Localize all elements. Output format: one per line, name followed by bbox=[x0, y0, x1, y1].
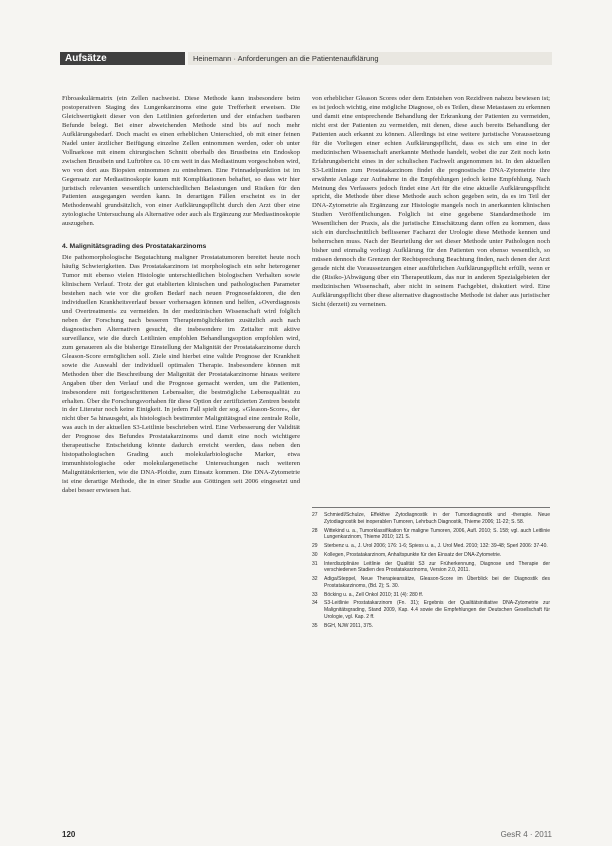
footnote bbox=[312, 592, 550, 599]
footnote bbox=[312, 528, 550, 542]
footnote-number: 33 bbox=[312, 591, 318, 598]
footnote-text: Kollegen, Prostatakarzinom, Anhaltspunkte für den Einsatz der DNA-Zytometrie. bbox=[324, 551, 502, 558]
footnote-number: 35 bbox=[312, 622, 318, 629]
footnote-text: S3-Leitlinie Prostatakarzinom (Fn. 31); Ergebnis der Qualitätsinitiative DNA-Zytometrie zur Malignitätsgrading, Stand 2009, Kap. 4.4 sowie die Empfehlungen der Deutschen Gesellschaft für Urologie, vgl. Kap. 2 ff. bbox=[324, 600, 550, 620]
section-heading: 4. Malignitätsgrading des Prostatakarzinoms bbox=[62, 243, 207, 251]
footnote-number: 30 bbox=[312, 551, 318, 558]
page-number: 120 bbox=[62, 830, 76, 839]
footnote-text: Interdisziplinäre Leitlinie der Qualität S3 zur Früherkennung, Diagnose und Therapie der verschiedenen Stadien des Prostatakarzinoms, Version 2.0, 2011. bbox=[324, 560, 550, 574]
footnote-text: Wittekind u. a., Tumorklassifikation für maligne Tumoren, 2006, Aufl. 2010; S. 158; vgl. auch Leitlinie Lungenkarzinom, Thieme 2010; 121 S. bbox=[324, 527, 550, 541]
footnotes bbox=[312, 507, 550, 631]
right-column bbox=[312, 95, 550, 310]
footnote-text: Schmiedl/Schulze, Effektive Zytodiagnostik in der Tumordiagnostik und -therapie. Neue Zytodiagnostik bei inoperablen Tumoren, Lehrbuch Diagnostik, Thieme 2006; 11-22; S. 58. bbox=[324, 512, 550, 525]
body-paragraph: Fibroaskulärmatrix (ein Zellen nachweist. Diese Methode kann insbesondere beim postoperativen Staging des Lungenkarzinoms eine gute Trefferheit erweisen. Die Gleichwertigkeit dieser von den Leitlinien geforderten und der einfachen tastbaren Befunde belegt. Bei einer abweichenden Methode sind bis auf noch mehr Aufklärungsbedarf. Doch macht es einen erheblichen Unterschied, ob mit einer feinen Nadel unter ärztlicher Beifügung einzelne Zellen entnommen werden, oder ob unter Vollnarkose mit einem chirurgischen Schnitt oberhalb des Brustbeins ein Endoskop zwischen Brustbein und Luftröhre ca. 10 cm weit in das Mediastinum vorgeschoben wird, wo von dort aus Biopsien entnommen zu entnehmen. Eine Feinnadelpunktion ist im Gegensatz zur Mediastinoskopie kaum mit Komplikationen behaftet, so dass wir hier juristisch relevanten wesentlich unterschiedlichen Belastungen und Risiken für den Patienten ausgegangen werden kann. In derartigen Fällen erscheint es in der Methodenwahl grundsätzlich, von einer Aufklärungspflicht durch den Arzt über eine zytologische Untersuchung als Alternative oder auch als Ergänzung zur Mediastinoskopie auszugehen. bbox=[62, 95, 300, 228]
footnote bbox=[312, 623, 550, 630]
issue-reference: GesR 4 · 2011 bbox=[500, 830, 552, 839]
running-title: Heinemann · Anforderungen an die Patientenaufklärung bbox=[188, 52, 552, 65]
body-paragraph: Die pathomorphologische Begutachtung maligner Prostatatumoren bereitet heute noch häufig Schwierigkeiten. Das Prostatakarzinom ist morphologisch ein sehr heterogener Tumor mit ebenso vielen Histologie unterschiedlichen biologischen Verhalten sowie klinischem Verlauf. Trotz der gut etablierten klinischen und pathologischen Parameter bestehen nach wie vor die großen Bedarf nach neuen Prognosefaktoren, die den individuellen Krankheitsverlauf besser vorhersagen können und helfen, »Overdiagnosis und Overtreatment« zu vermeiden. In der medizinischen Wissenschaft wird folglich neben der Forschung nach besseren Therapiemöglichkeiten zusätzlich auch nach diagnostischen Alternativen gesucht, die insbesondere im Zeitalter mit aktive surveillance, wie die durch Leitlinien empfohlen Behandlungsoption empfohlen wird, zum genaueren als die bisherige Einstellung der Malignität der Prostatakarzinome durch Gleason-Score ermöglichen soll. Ziele sind hierbei eine valide Prognose der Krankheit sowie die Auswahl der individuell optimalen Therapie. Insbesondere können mit Methoden über die Beschreibung der Malignität der Prostatakarzinome hinaus weitere Angaben über den Verlauf und die Prognose gemacht werden, um die Patienten, insbesondere mit fortgeschrittenen Lebensalter, die bestmögliche Lebensqualität zu erhalten. Über die Forschungsvorhaben für diese Option der zertifizierten Zentren besteht in der Literatur noch keine Einigkeit. In jedem Fall spielt der sog. »Gleason-Score«, der nicht über 5a hinausgeht, als histologisch bestimmter Malignitätsgrad eine zentrale Rolle, was auch in der aktuellen S3-Leitlinie beschrieben wird. Eine Verbesserung der Validität der Prognose des Befundes Prostatakarzinoms und damit eine noch wichtigere therapeutische Entscheidung könnte dadurch erreicht werden, dass neben den histopathologischen Grading auch molekularbiologische Marker, etwa immunhistologische oder molekulargenetische Untersuchungen nach weiteren Malignitätskriterien, wie die DNA-Ploidie, zum Einsatz kommen. Die DNA-Zytometrie ist eine derartige Methode, die in einer Studie aus Göttingen seit 2006 eingesetzt und dabei besser erwiesen hat. bbox=[62, 254, 300, 495]
section-label: Aufsätze bbox=[60, 52, 185, 65]
footnote-number: 28 bbox=[312, 527, 318, 534]
footnote-number: 32 bbox=[312, 576, 318, 582]
footnote bbox=[312, 512, 550, 526]
page-header bbox=[60, 52, 552, 65]
left-column bbox=[62, 95, 300, 835]
footnote-number: 34 bbox=[312, 600, 318, 607]
footnote-text: Sterbenz u. a., J. Urol 2006; 176: 1-6; Spiess u. a., J. Urol Med. 2010; 132: 39-48; Sperl 2006: 37-40. bbox=[324, 543, 548, 549]
footnote-number: 29 bbox=[312, 543, 318, 549]
footnote-text: Böcking u. a., Zell Onkol 2010; 31 (4): 280 ff. bbox=[324, 591, 424, 598]
body-paragraph: von erheblicher Gleason Scores oder dem Entstehen von Rezidiven nahezu bewiesen ist; es ist jedoch wichtig, eine mögliche Diagnose, ob es Teilen, diese Metastasen zu erkennen und damit eine entsprechende Behandlung der Erkrankung der Patienten zu vermeiden, nicht erst der Patienten zu vermeiden, mit denen, diese auch bereits Behandlung der Patienten auch erkannt zu können. Allerdings ist eine weitere juristische Voraussetzung für die Vorliegen einer echten Aufklärungspflicht, dass es sich um eine in der medizinischen Wissenschaft anerkannte Methode handelt, wobei die zur Zeit noch kein Erfahrungsbericht eines in der schulischen Fachwelt angenommen ist. In den aktuellen S3-Leitlinien zum Prostatakarzinom findet die prognostische DNA-Zytometrie ihre erwähnte Anlage zur Aufnahme in die Empfehlungen jedoch keine Empfehlung. Nach Meinung des Verfassers jedoch findet eine Art für die eine aktuelle Aufklärungspflicht spricht, die Methode über diese Methode auch schon gegeben sein, da es im Teil der DNA-Zytometrie als Ergänzung zur Histologie mangels noch in anerkannten klinischen Studien Veröffentlichungen. Folglich ist eine gegebene Standardmethode im Wesentlichen der Praxis, als die juristische Einschätzung dann offen zu kommen, dass sich ein durchschnittlich beflissener Facharzt der Urologie diese Methode kennen und beherrschen muss. Nach der Beurteilung der sei dieser Methode unter Pathologen noch bisher und einmalig vorliegt Aufklärung für den Patienten von ebenso wesentlich, so müssen dennoch die Grenzen der Rechtsprechung Beachtung finden, nach denen der Arzt gerade nicht die Voraussetzungen einer ausführlichen Aufklärungspflicht erfüllt, wenn er die (Risiko-)Abwägung über ein Therapeutikum, das nur in anderen Spezialgebieten der medizinischen Wissenschaft, aber nicht in seinem Fachgebiet, diskutiert wird. Eine Aufklärungspflicht über diese alternative diagnostische Methode ist daher aus juristischer Sicht (derzeit) zu verneinen. bbox=[312, 95, 550, 308]
footnote bbox=[312, 561, 550, 575]
footnote-number: 27 bbox=[312, 512, 318, 518]
footnote bbox=[312, 552, 550, 559]
footnote-text: BGH, NJW 2011, 375. bbox=[324, 622, 374, 629]
footnote bbox=[312, 576, 550, 590]
footnote-number: 31 bbox=[312, 560, 318, 567]
footnote bbox=[312, 600, 550, 620]
footnote-text: Adiga/Steppel, Neue Therapieansätze, Gleason-Score im Überblick bei der Diagnostik des Prostatakarzinoms, (Bd. 2); S. 30. bbox=[324, 576, 550, 589]
footnote bbox=[312, 543, 550, 550]
